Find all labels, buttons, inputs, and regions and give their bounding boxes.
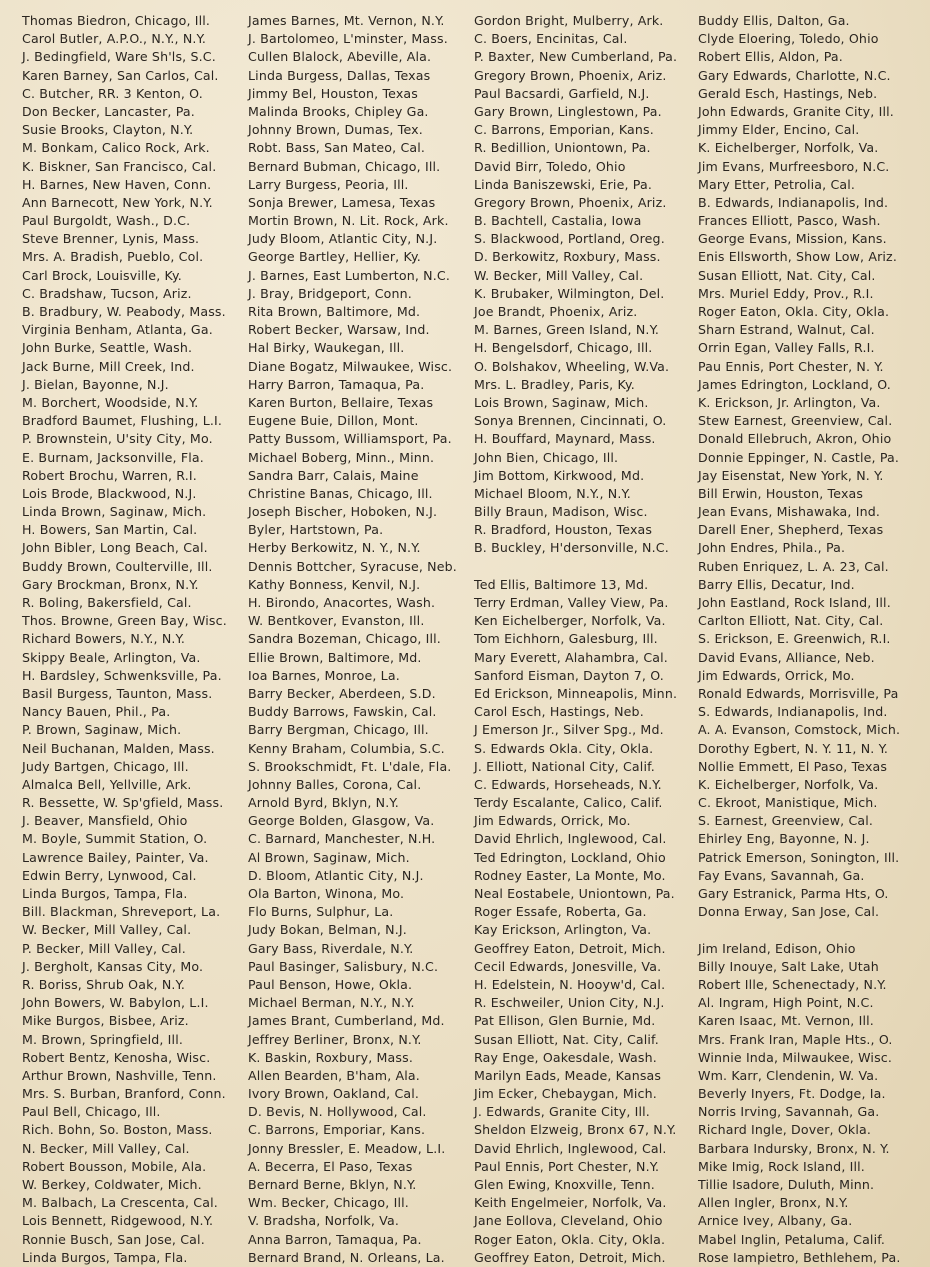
member-entry: C. Bradshaw, Tucson, Ariz.: [22, 285, 192, 301]
member-entry: Donna Erway, San Jose, Cal.: [698, 904, 880, 920]
member-entry: W. Bentkover, Evanston, Ill.: [248, 613, 425, 629]
member-entry: P. Baxter, New Cumberland, Pa.: [474, 49, 678, 65]
member-entry: Al. Ingram, High Point, N.C.: [698, 995, 874, 1011]
member-entry: Arthur Brown, Nashville, Tenn.: [22, 1067, 217, 1083]
member-entry: Mary Everett, Alahambra, Cal.: [474, 649, 668, 665]
member-entry: Linda Brown, Saginaw, Mich.: [22, 504, 207, 520]
member-entry: Jeffrey Berliner, Bronx, N.Y.: [248, 1031, 422, 1047]
member-entry: Bernard Bubman, Chicago, Ill.: [248, 158, 441, 174]
member-entry: James Brant, Cumberland, Md.: [248, 1013, 445, 1029]
member-entry: K. Baskin, Roxbury, Mass.: [248, 1049, 413, 1065]
member-entry: Geoffrey Eaton, Detroit, Mich.: [474, 940, 666, 956]
member-entry: J. Elliott, National City, Calif.: [474, 758, 655, 774]
member-entry: J. Barnes, East Lumberton, N.C.: [248, 267, 450, 283]
member-entry: Donnie Eppinger, N. Castle, Pa.: [698, 449, 900, 465]
member-entry: C. Barrons, Emporian, Kans.: [474, 122, 654, 138]
member-entry: Sandra Bozeman, Chicago, Ill.: [248, 631, 441, 647]
member-entry: H. Edelstein, N. Hooyw'd, Cal.: [474, 976, 666, 992]
member-entry: Bernard Brand, N. Orleans, La.: [248, 1249, 445, 1265]
member-entry: A. A. Evanson, Comstock, Mich.: [698, 722, 901, 738]
member-entry: Ioa Barnes, Monroe, La.: [248, 667, 400, 683]
member-entry: R. Bedillion, Uniontown, Pa.: [474, 140, 651, 156]
member-entry: P. Brown, Saginaw, Mich.: [22, 722, 182, 738]
member-entry: Basil Burgess, Taunton, Mass.: [22, 685, 213, 701]
member-entry: Mike Burgos, Bisbee, Ariz.: [22, 1013, 189, 1029]
member-entry: Keith Engelmeier, Norfolk, Va.: [474, 1195, 667, 1211]
member-entry: W. Becker, Mill Valley, Cal.: [22, 922, 192, 938]
member-entry: Mrs. S. Burban, Branford, Conn.: [22, 1086, 226, 1102]
member-entry: Sheldon Elzweig, Bronx 67, N.Y.: [474, 1122, 677, 1138]
member-entry: Marilyn Eads, Meade, Kansas: [474, 1067, 662, 1083]
member-entry: H. Barnes, New Haven, Conn.: [22, 176, 212, 192]
member-entry: H. Birondo, Anacortes, Wash.: [248, 595, 436, 610]
section-gap: [474, 558, 696, 576]
member-entry: Mary Etter, Petrolia, Cal.: [698, 176, 856, 192]
member-entry: Paul Bacsardi, Garfield, N.J.: [474, 85, 650, 101]
member-entry: K. Eichelberger, Norfolk, Va.: [698, 776, 879, 792]
member-entry: Hal Birky, Waukegan, Ill.: [248, 340, 405, 356]
member-entry: Roger Essafe, Roberta, Ga.: [474, 904, 647, 920]
member-entry: M. Borchert, Woodside, N.Y.: [22, 394, 199, 410]
member-entry: S. Brookschmidt, Ft. L'dale, Fla.: [248, 758, 452, 774]
member-entry: S. Erickson, E. Greenwich, R.I.: [698, 631, 891, 647]
member-entry: Ray Enge, Oakesdale, Wash.: [474, 1049, 657, 1065]
column-1: [22, 12, 244, 1267]
member-entry: Richard Bowers, N.Y., N.Y.: [22, 631, 186, 647]
member-entry: Norris Irving, Savannah, Ga.: [698, 1104, 880, 1120]
member-entry: Gary Bass, Riverdale, N.Y.: [248, 940, 414, 956]
member-entry: Ted Edrington, Lockland, Ohio: [474, 849, 666, 865]
member-entry: S. Earnest, Greenview, Cal.: [698, 813, 874, 829]
member-entry: Allen Ingler, Bronx, N.Y.: [698, 1195, 849, 1211]
member-entry: Susan Elliott, Nat. City, Calif.: [474, 1031, 659, 1047]
member-entry: J. Bergholt, Kansas City, Mo.: [22, 958, 204, 974]
member-entry: Linda Burgos, Tampa, Fla.: [22, 1249, 188, 1265]
member-entry: W. Berkey, Coldwater, Mich.: [22, 1177, 202, 1192]
member-entry: Carol Butler, A.P.O., N.Y., N.Y.: [22, 31, 206, 47]
member-entry: Ellie Brown, Baltimore, Md.: [248, 649, 422, 665]
member-entry: R. Bessette, W. Sp'gfield, Mass.: [22, 795, 224, 811]
member-entry: P. Becker, Mill Valley, Cal.: [22, 940, 186, 956]
member-entry: Paul Ennis, Port Chester, N.Y.: [474, 1158, 660, 1174]
member-entry: Ed Erickson, Minneapolis, Minn.: [474, 685, 678, 701]
member-entry: Steve Brenner, Lynis, Mass.: [22, 231, 200, 247]
member-entry: John Bowers, W. Babylon, L.I.: [22, 995, 209, 1011]
member-entry: Tillie Isadore, Duluth, Minn.: [698, 1177, 875, 1192]
member-entry: Kathy Bonness, Kenvil, N.J.: [248, 576, 421, 592]
member-entry: Carol Esch, Hastings, Neb.: [474, 704, 644, 720]
member-entry: R. Boriss, Shrub Oak, N.Y.: [22, 976, 185, 992]
member-entry: Jane Eollova, Cleveland, Ohio: [474, 1213, 663, 1229]
member-entry: Ola Barton, Winona, Mo.: [248, 886, 405, 901]
member-entry: M. Brown, Springfield, Ill.: [22, 1031, 183, 1047]
member-entry: Judy Bloom, Atlantic City, N.J.: [248, 231, 438, 247]
member-entry: Gregory Brown, Phoenix, Ariz.: [474, 67, 667, 83]
member-entry: Sharn Estrand, Walnut, Cal.: [698, 322, 875, 338]
member-entry: Robert Bousson, Mobile, Ala.: [22, 1158, 207, 1174]
member-entry: J. Bielan, Bayonne, N.J.: [22, 376, 169, 392]
member-entry: Jim Ireland, Edison, Ohio: [698, 940, 856, 956]
member-entry: Bradford Baumet, Flushing, L.I.: [22, 413, 223, 429]
member-entry: M. Balbach, La Crescenta, Cal.: [22, 1195, 218, 1211]
member-entry: Skippy Beale, Arlington, Va.: [22, 649, 201, 665]
member-entry: Jim Bottom, Kirkwood, Md.: [474, 467, 645, 483]
member-entry: Gary Brockman, Bronx, N.Y.: [22, 576, 199, 592]
member-entry: Jack Burne, Mill Creek, Ind.: [22, 358, 195, 374]
member-entry: Susie Brooks, Clayton, N.Y.: [22, 122, 194, 138]
member-entry: Mrs. L. Bradley, Paris, Ky.: [474, 376, 635, 392]
member-entry: Jean Evans, Mishawaka, Ind.: [698, 504, 881, 520]
member-entry: Nollie Emmett, El Paso, Texas: [698, 758, 888, 774]
member-entry: Rodney Easter, La Monte, Mo.: [474, 867, 666, 883]
member-entry: Susan Elliott, Nat. City, Cal.: [698, 267, 876, 283]
member-entry: Glen Ewing, Knoxville, Tenn.: [474, 1177, 655, 1192]
member-entry: Rose Iampietro, Bethlehem, Pa.: [698, 1249, 901, 1265]
member-entry: John Eastland, Rock Island, Ill.: [698, 595, 891, 610]
member-entry: Beverly Inyers, Ft. Dodge, Ia.: [698, 1086, 886, 1102]
member-entry: Robert Ellis, Aldon, Pa.: [698, 49, 843, 65]
member-entry: Barbara Indursky, Bronx, N. Y.: [698, 1140, 890, 1156]
member-entry: Linda Burgos, Tampa, Fla.: [22, 886, 188, 901]
member-entry: B. Bachtell, Castalia, Iowa: [474, 213, 642, 229]
member-entry: Winnie Inda, Milwaukee, Wisc.: [698, 1049, 893, 1065]
member-entry: Jimmy Elder, Encino, Cal.: [698, 122, 860, 138]
member-entry: Gary Estranick, Parma Hts, O.: [698, 886, 889, 901]
member-entry: Lois Bennett, Ridgewood, N.Y.: [22, 1213, 214, 1229]
member-entry: Kenny Braham, Columbia, S.C.: [248, 740, 445, 756]
member-entry: Don Becker, Lancaster, Pa.: [22, 103, 195, 119]
member-entry: Bill. Blackman, Shreveport, La.: [22, 904, 221, 920]
member-entry: Donald Ellebruch, Akron, Ohio: [698, 431, 892, 447]
member-entry: C. Barnard, Manchester, N.H.: [248, 831, 436, 847]
member-entry: Gregory Brown, Phoenix, Ariz.: [474, 194, 667, 210]
column-4: [698, 12, 928, 1267]
member-entry: John Edwards, Granite City, Ill.: [698, 103, 894, 119]
member-entry: K. Eichelberger, Norfolk, Va.: [698, 140, 879, 156]
member-entry: Harry Barron, Tamaqua, Pa.: [248, 376, 425, 392]
member-entry: M. Bonkam, Calico Rock, Ark.: [22, 140, 210, 156]
member-entry: Mike Imig, Rock Island, Ill.: [698, 1158, 865, 1174]
member-entry: Jim Edwards, Orrick, Mo.: [698, 667, 855, 683]
member-entry: Bill Erwin, Houston, Texas: [698, 485, 864, 501]
member-entry: John Bien, Chicago, Ill.: [474, 449, 619, 465]
member-entry: Jimmy Bel, Houston, Texas: [248, 85, 419, 101]
member-entry: Paul Benson, Howe, Okla.: [248, 976, 413, 992]
member-entry: C. Edwards, Horseheads, N.Y.: [474, 776, 662, 792]
member-entry: Flo Burns, Sulphur, La.: [248, 904, 394, 920]
member-entry: Eugene Buie, Dillon, Mont.: [248, 413, 419, 429]
member-entry: Tom Eichhorn, Galesburg, Ill.: [474, 631, 658, 647]
member-entry: K. Erickson, Jr. Arlington, Va.: [698, 394, 881, 410]
member-entry: C. Ekroot, Manistique, Mich.: [698, 795, 878, 811]
member-entry: Robert Bentz, Kenosha, Wisc.: [22, 1049, 211, 1065]
member-entry: George Evans, Mission, Kans.: [698, 231, 887, 247]
member-entry: Neal Eostabele, Uniontown, Pa.: [474, 886, 675, 901]
member-entry: J. Beaver, Mansfield, Ohio: [22, 813, 188, 829]
member-entry: Billy Braun, Madison, Wisc.: [474, 504, 648, 520]
member-entry: Frances Elliott, Pasco, Wash.: [698, 213, 881, 229]
member-entry: Larry Burgess, Peoria, Ill.: [248, 176, 409, 192]
member-entry: Paul Bell, Chicago, Ill.: [22, 1104, 161, 1120]
member-entry: Ann Barnecott, New York, N.Y.: [22, 194, 213, 210]
member-entry: Roger Eaton, Okla. City, Okla.: [698, 304, 890, 319]
member-entry: Patrick Emerson, Sonington, Ill.: [698, 849, 900, 865]
member-entry: D. Bloom, Atlantic City, N.J.: [248, 867, 424, 883]
member-entry: John Bibler, Long Beach, Cal.: [22, 540, 208, 556]
member-entry: Billy Inouye, Salt Lake, Utah: [698, 958, 879, 974]
member-entry: Fay Evans, Savannah, Ga.: [698, 867, 865, 883]
member-entry: Jay Eisenstat, New York, N. Y.: [698, 467, 884, 483]
member-entry: Al Brown, Saginaw, Mich.: [248, 849, 410, 865]
member-entry: David Ehrlich, Inglewood, Cal.: [474, 1140, 667, 1156]
member-entry: Lois Brode, Blackwood, N.J.: [22, 485, 197, 501]
member-entry: George Bartley, Hellier, Ky.: [248, 249, 421, 265]
member-entry: Barry Becker, Aberdeen, S.D.: [248, 685, 436, 701]
member-entry: J. Bray, Bridgeport, Conn.: [248, 285, 412, 301]
member-entry: M. Barnes, Green Island, N.Y.: [474, 322, 660, 338]
member-entry: Ehirley Eng, Bayonne, N. J.: [698, 831, 870, 847]
member-entry: Jim Evans, Murfreesboro, N.C.: [698, 158, 890, 174]
member-entry: Mrs. A. Bradish, Pueblo, Col.: [22, 249, 204, 265]
member-entry: Darell Ener, Shepherd, Texas: [698, 522, 884, 538]
member-entry: Arnice Ivey, Albany, Ga.: [698, 1213, 853, 1229]
member-entry: R. Boling, Bakersfield, Cal.: [22, 595, 192, 610]
member-entry: K. Brubaker, Wilmington, Del.: [474, 285, 665, 301]
member-entry: Mrs. Frank Iran, Maple Hts., O.: [698, 1031, 893, 1047]
column-3: [474, 12, 696, 1267]
member-entry: V. Bradsha, Norfolk, Va.: [248, 1213, 399, 1229]
member-entry: James Barnes, Mt. Vernon, N.Y.: [248, 13, 445, 28]
section-gap: [698, 921, 928, 939]
member-entry: Allen Bearden, B'ham, Ala.: [248, 1067, 420, 1083]
member-entry: Robt. Bass, San Mateo, Cal.: [248, 140, 426, 156]
member-entry: Roger Eaton, Okla. City, Okla.: [474, 1231, 666, 1247]
member-entry: B. Edwards, Indianapolis, Ind.: [698, 194, 889, 210]
member-entry: Neil Buchanan, Malden, Mass.: [22, 740, 215, 756]
member-entry: Sandra Barr, Calais, Maine: [248, 467, 419, 483]
member-entry: Byler, Hartstown, Pa.: [248, 522, 384, 538]
member-entry: Karen Burton, Bellaire, Texas: [248, 394, 434, 410]
member-entry: Rich. Bohn, So. Boston, Mass.: [22, 1122, 213, 1138]
member-entry: Judy Bokan, Belman, N.J.: [248, 922, 407, 938]
member-entry: Jim Ecker, Chebaygan, Mich.: [474, 1086, 657, 1102]
member-entry: Wm. Becker, Chicago, Ill.: [248, 1195, 409, 1211]
member-entry: H. Bowers, San Martin, Cal.: [22, 522, 198, 538]
member-entry: Sonya Brennen, Cincinnati, O.: [474, 413, 667, 429]
member-entry: George Bolden, Glasgow, Va.: [248, 813, 435, 829]
member-entry: Gerald Esch, Hastings, Neb.: [698, 85, 878, 101]
member-entry: David Evans, Alliance, Neb.: [698, 649, 875, 665]
member-entry: Ruben Enriquez, L. A. 23, Cal.: [698, 558, 889, 574]
member-entry: Barry Bergman, Chicago, Ill.: [248, 722, 429, 738]
member-entry: Ivory Brown, Oakland, Cal.: [248, 1086, 420, 1102]
member-entry: Orrin Egan, Valley Falls, R.I.: [698, 340, 875, 356]
member-entry: Richard Ingle, Dover, Okla.: [698, 1122, 872, 1138]
member-entry: Robert Becker, Warsaw, Ind.: [248, 322, 430, 338]
member-entry: David Birr, Toledo, Ohio: [474, 158, 626, 174]
member-entry: Pat Ellison, Glen Burnie, Md.: [474, 1013, 656, 1029]
member-entry: M. Boyle, Summit Station, O.: [22, 831, 208, 847]
member-entry: H. Bengelsdorf, Chicago, Ill.: [474, 340, 653, 356]
member-entry: D. Bevis, N. Hollywood, Cal.: [248, 1104, 427, 1120]
member-entry: S. Blackwood, Portland, Oreg.: [474, 231, 665, 247]
column-2: [248, 12, 470, 1267]
member-entry: S. Edwards Okla. City, Okla.: [474, 740, 654, 756]
member-entry: Edwin Berry, Lynwood, Cal.: [22, 867, 197, 883]
member-entry: Johnny Brown, Dumas, Tex.: [248, 122, 423, 138]
member-entry: H. Bouffard, Maynard, Mass.: [474, 431, 656, 447]
member-entry: Cecil Edwards, Jonesville, Va.: [474, 958, 662, 974]
member-entry: Barry Ellis, Decatur, Ind.: [698, 576, 855, 592]
member-entry: Rita Brown, Baltimore, Md.: [248, 304, 421, 319]
member-entry: Enis Ellsworth, Show Low, Ariz.: [698, 249, 897, 265]
member-entry: James Edrington, Lockland, O.: [698, 376, 891, 392]
member-entry: Paul Basinger, Salisbury, N.C.: [248, 958, 439, 974]
member-entry: Malinda Brooks, Chipley Ga.: [248, 103, 429, 119]
member-entry: Ken Eichelberger, Norfolk, Va.: [474, 613, 666, 629]
member-entry: Mabel Inglin, Petaluma, Calif.: [698, 1231, 886, 1247]
member-entry: Cullen Blalock, Abeville, Ala.: [248, 49, 432, 65]
member-entry: Jonny Bressler, E. Meadow, L.I.: [248, 1140, 446, 1156]
member-entry: Karen Isaac, Mt. Vernon, Ill.: [698, 1013, 874, 1029]
member-entry: Buddy Ellis, Dalton, Ga.: [698, 13, 850, 28]
member-entry: Robert Ille, Schenectady, N.Y.: [698, 976, 887, 992]
member-entry: Dennis Bottcher, Syracuse, Neb.: [248, 558, 457, 574]
member-entry: Karen Barney, San Carlos, Cal.: [22, 67, 219, 83]
member-entry: Gordon Bright, Mulberry, Ark.: [474, 13, 664, 28]
member-entry: Sanford Eisman, Dayton 7, O.: [474, 667, 664, 683]
member-entry: Johnny Balles, Corona, Cal.: [248, 776, 422, 792]
member-entry: Thos. Browne, Green Bay, Wisc.: [22, 613, 227, 629]
member-entry: C. Barrons, Emporiar, Kans.: [248, 1122, 426, 1138]
member-entry: Christine Banas, Chicago, Ill.: [248, 485, 433, 501]
member-entry: J. Bedingfield, Ware Sh'ls, S.C.: [22, 49, 216, 65]
member-entry: Lois Brown, Saginaw, Mich.: [474, 394, 649, 410]
member-entry: B. Bradbury, W. Peabody, Mass.: [22, 304, 226, 319]
member-entry: B. Buckley, H'dersonville, N.C.: [474, 540, 669, 556]
member-entry: Nancy Bauen, Phil., Pa.: [22, 704, 171, 720]
member-entry: S. Edwards, Indianapolis, Ind.: [698, 704, 888, 720]
member-entry: Michael Bloom, N.Y., N.Y.: [474, 485, 631, 501]
member-entry: Carlton Elliott, Nat. City, Cal.: [698, 613, 884, 629]
member-entry: Arnold Byrd, Bklyn, N.Y.: [248, 795, 399, 811]
member-entry: D. Berkowitz, Roxbury, Mass.: [474, 249, 661, 265]
member-entry: Kay Erickson, Arlington, Va.: [474, 922, 652, 938]
member-entry: O. Bolshakov, Wheeling, W.Va.: [474, 358, 670, 374]
member-entry: Wm. Karr, Clendenin, W. Va.: [698, 1067, 879, 1083]
member-entry: Terdy Escalante, Calico, Calif.: [474, 795, 663, 811]
member-entry: Clyde Eloering, Toledo, Ohio: [698, 31, 879, 47]
member-entry: Gary Edwards, Charlotte, N.C.: [698, 67, 891, 83]
member-entry: J. Edwards, Granite City, Ill.: [474, 1104, 650, 1120]
member-entry: E. Burnam, Jacksonville, Fla.: [22, 449, 204, 465]
member-entry: Buddy Brown, Coulterville, Ill.: [22, 558, 213, 574]
member-entry: Jim Edwards, Orrick, Mo.: [474, 813, 631, 829]
member-entry: Robert Brochu, Warren, R.I.: [22, 467, 197, 483]
member-entry: J Emerson Jr., Silver Spg., Md.: [474, 722, 664, 738]
member-entry: Diane Bogatz, Milwaukee, Wisc.: [248, 358, 453, 374]
member-entry: A. Becerra, El Paso, Texas: [248, 1158, 413, 1174]
member-entry: Terry Erdman, Valley View, Pa.: [474, 595, 669, 610]
member-entry: Virginia Benham, Atlanta, Ga.: [22, 322, 213, 338]
member-entry: Paul Burgoldt, Wash., D.C.: [22, 213, 191, 229]
member-entry: Thomas Biedron, Chicago, Ill.: [22, 13, 211, 28]
member-entry: Mortin Brown, N. Lit. Rock, Ark.: [248, 213, 449, 229]
member-entry: Sonja Brewer, Lamesa, Texas: [248, 194, 436, 210]
member-entry: John Burke, Seattle, Wash.: [22, 340, 193, 356]
member-entry: Patty Bussom, Williamsport, Pa.: [248, 431, 452, 447]
member-entry: Linda Burgess, Dallas, Texas: [248, 67, 431, 83]
member-entry: R. Eschweiler, Union City, N.J.: [474, 995, 665, 1011]
member-entry: John Endres, Phila., Pa.: [698, 540, 846, 556]
member-entry: Anna Barron, Tamaqua, Pa.: [248, 1231, 422, 1247]
member-entry: Buddy Barrows, Fawskin, Cal.: [248, 704, 437, 720]
member-entry: Dorothy Egbert, N. Y. 11, N. Y.: [698, 740, 889, 756]
member-entry: W. Becker, Mill Valley, Cal.: [474, 267, 644, 283]
member-entry: Geoffrey Eaton, Detroit, Mich.: [474, 1249, 666, 1265]
member-entry: C. Butcher, RR. 3 Kenton, O.: [22, 85, 203, 101]
member-entry: Judy Bartgen, Chicago, Ill.: [22, 758, 189, 774]
member-entry: N. Becker, Mill Valley, Cal.: [22, 1140, 190, 1156]
member-entry: Ted Ellis, Baltimore 13, Md.: [474, 576, 649, 592]
member-entry: Linda Baniszewski, Erie, Pa.: [474, 176, 652, 192]
member-entry: Mrs. Muriel Eddy, Prov., R.I.: [698, 285, 874, 301]
member-entry: Michael Berman, N.Y., N.Y.: [248, 995, 415, 1011]
member-entry: Bernard Berne, Bklyn, N.Y.: [248, 1177, 417, 1192]
member-entry: Ronald Edwards, Morrisville, Pa: [698, 685, 899, 701]
member-entry: Stew Earnest, Greenview, Cal.: [698, 413, 893, 429]
member-entry: David Ehrlich, Inglewood, Cal.: [474, 831, 667, 847]
member-entry: Almalca Bell, Yellville, Ark.: [22, 776, 192, 792]
member-entry: Pau Ennis, Port Chester, N. Y.: [698, 358, 884, 374]
member-entry: J. Bartolomeo, L'minster, Mass.: [248, 31, 448, 47]
member-entry: P. Brownstein, U'sity City, Mo.: [22, 431, 213, 447]
member-entry: Joseph Bischer, Hoboken, N.J.: [248, 504, 438, 520]
member-entry: H. Bardsley, Schwenksville, Pa.: [22, 667, 222, 683]
member-entry: Carl Brock, Louisville, Ky.: [22, 267, 182, 283]
member-entry: Lawrence Bailey, Painter, Va.: [22, 849, 209, 865]
member-entry: R. Bradford, Houston, Texas: [474, 522, 653, 538]
member-entry: Gary Brown, Linglestown, Pa.: [474, 103, 662, 119]
member-entry: K. Biskner, San Francisco, Cal.: [22, 158, 217, 174]
member-entry: C. Boers, Encinitas, Cal.: [474, 31, 628, 47]
member-entry: Joe Brandt, Phoenix, Ariz.: [474, 304, 638, 319]
member-entry: Herby Berkowitz, N. Y., N.Y.: [248, 540, 421, 556]
member-entry: Ronnie Busch, San Jose, Cal.: [22, 1231, 205, 1247]
member-entry: Michael Boberg, Minn., Minn.: [248, 449, 435, 465]
